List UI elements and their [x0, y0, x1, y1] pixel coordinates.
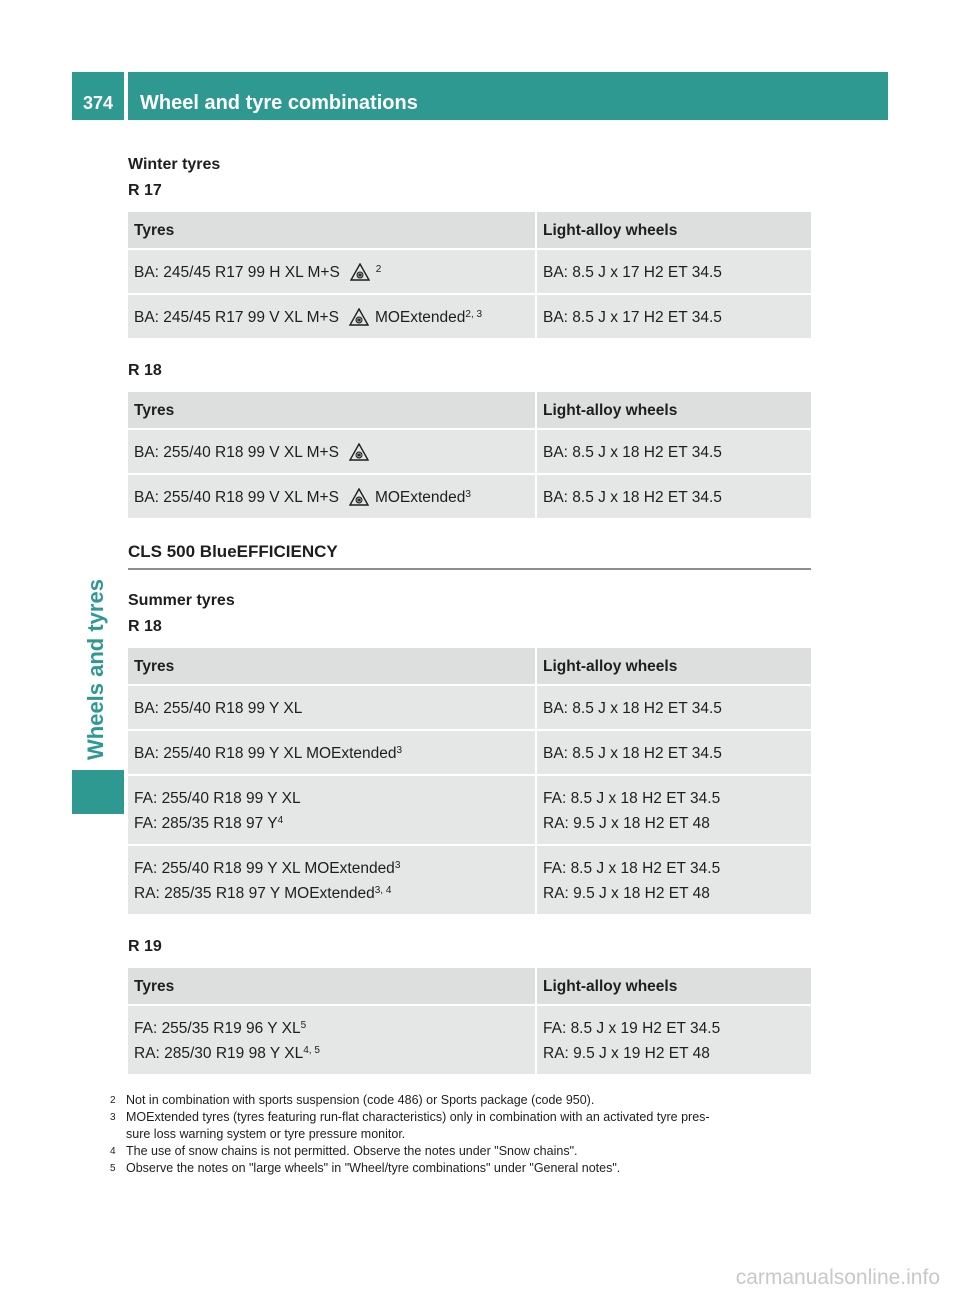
main-content	[128, 152, 811, 1076]
footnote-ref: 4, 5	[303, 1045, 320, 1056]
table-header-row	[128, 392, 811, 428]
table-header-row	[128, 968, 811, 1004]
table-row	[128, 475, 811, 518]
wheel-cell: BA: 8.5 J x 17 H2 ET 34.5	[537, 295, 811, 338]
winter-heading: Winter tyres	[128, 156, 221, 173]
footnote-ref: 2, 3	[465, 309, 483, 320]
table-row	[128, 430, 811, 473]
table-row	[128, 250, 811, 293]
col-tyres: Tyres	[128, 648, 537, 684]
tyre-text: BA: 255/40 R18 99 Y XL MOExtended	[134, 745, 397, 762]
wheel-cell	[537, 776, 811, 844]
tyre-text: RA: 285/35 R18 97 Y MOExtended	[134, 885, 375, 902]
table-header-row	[128, 212, 811, 248]
footnote-number: 2	[110, 1095, 116, 1106]
winter-r17-label: R 17	[128, 182, 162, 199]
col-wheels: Light-alloy wheels	[537, 648, 811, 684]
table-row	[128, 846, 811, 914]
summer-r18-label: R 18	[128, 618, 162, 635]
footnote-ref: 3	[396, 745, 403, 756]
wheel-cell: BA: 8.5 J x 18 H2 ET 34.5	[537, 475, 811, 518]
col-tyres: Tyres	[128, 968, 537, 1004]
tyre-cell	[128, 731, 537, 774]
side-tab-label: Wheels and tyres	[83, 579, 108, 760]
wheel-cell: BA: 8.5 J x 17 H2 ET 34.5	[537, 250, 811, 293]
col-tyres: Tyres	[128, 212, 537, 248]
footnote-number: 5	[110, 1163, 116, 1174]
page-number: 374	[72, 72, 124, 120]
summer-r18-table	[128, 646, 811, 916]
snowflake-mountain-icon	[350, 263, 370, 281]
tyre-text: BA: 245/45 R17 99 V XL M+S	[134, 309, 339, 326]
wheel-cell: BA: 8.5 J x 18 H2 ET 34.5	[537, 430, 811, 473]
tyre-cell	[128, 295, 537, 338]
wheel-line: RA: 9.5 J x 19 H2 ET 48	[543, 1045, 710, 1062]
watermark: carmanualsonline.info	[735, 1266, 940, 1289]
tyre-cell	[128, 1006, 537, 1074]
winter-r17-table	[128, 210, 811, 340]
footnote-ref: 5	[300, 1020, 307, 1031]
tyre-cell	[128, 250, 537, 293]
footnote-line: sure loss warning system or tyre pressure monitor.	[126, 1127, 406, 1141]
tyre-text: FA: 255/35 R19 96 Y XL	[134, 1020, 301, 1037]
tyre-line	[134, 1016, 529, 1041]
table-row	[128, 731, 811, 774]
wheel-cell: BA: 8.5 J x 18 H2 ET 34.5	[537, 686, 811, 729]
table-row	[128, 1006, 811, 1074]
wheel-line: RA: 9.5 J x 18 H2 ET 48	[543, 815, 710, 832]
footnote-number: 3	[110, 1112, 116, 1123]
wheel-cell	[537, 846, 811, 914]
summer-r19-table	[128, 966, 811, 1076]
footnote-ref: 3	[394, 860, 401, 871]
footnote-text: Observe the notes on "large wheels" in "Wheel/tyre combinations" under "General notes".	[126, 1161, 621, 1175]
table-header-row	[128, 648, 811, 684]
snowflake-mountain-icon	[349, 488, 369, 506]
footnote-text: Not in combination with sports suspension (code 486) or Sports package (code 950).	[126, 1093, 595, 1107]
tyre-text: FA: 285/35 R18 97 Y	[134, 815, 278, 832]
tyre-text: FA: 255/40 R18 99 Y XL MOExtended	[134, 860, 395, 877]
winter-r18-label: R 18	[128, 362, 162, 379]
tyre-cell	[128, 776, 537, 844]
footnotes	[110, 1092, 810, 1177]
tyre-line	[134, 1041, 529, 1066]
wheel-line: FA: 8.5 J x 18 H2 ET 34.5	[543, 860, 721, 877]
col-wheels: Light-alloy wheels	[537, 212, 811, 248]
snowflake-mountain-icon	[349, 443, 369, 461]
page-title: Wheel and tyre combinations	[128, 72, 888, 120]
tyre-text: BA: 255/40 R18 99 Y XL	[134, 700, 303, 717]
tyre-suffix: MOExtended	[374, 489, 466, 506]
tyre-line	[134, 881, 529, 906]
footnote-line: MOExtended tyres (tyres featuring run-flat characteristics) only in combination with an activated tyre pres-	[126, 1110, 710, 1124]
table-row	[128, 776, 811, 844]
footnote-ref: 4	[277, 815, 284, 826]
wheel-line: FA: 8.5 J x 18 H2 ET 34.5	[543, 790, 721, 807]
summer-heading: Summer tyres	[128, 592, 235, 609]
col-tyres: Tyres	[128, 392, 537, 428]
tyre-cell	[128, 686, 537, 729]
tyre-text: BA: 245/45 R17 99 H XL M+S	[134, 264, 340, 281]
tyre-line	[134, 856, 529, 881]
wheel-cell	[537, 1006, 811, 1074]
col-wheels: Light-alloy wheels	[537, 392, 811, 428]
footnote-text	[126, 1109, 710, 1143]
wheel-line: FA: 8.5 J x 19 H2 ET 34.5	[543, 1020, 721, 1037]
footnote	[110, 1160, 810, 1177]
model-heading: CLS 500 BlueEFFICIENCY	[128, 542, 811, 570]
winter-r18-table	[128, 390, 811, 520]
tyre-text: RA: 285/30 R19 98 Y XL	[134, 1045, 304, 1062]
col-wheels: Light-alloy wheels	[537, 968, 811, 1004]
summer-r19-label: R 19	[128, 938, 162, 955]
footnote	[110, 1109, 810, 1143]
footnote-ref: 3, 4	[374, 885, 392, 896]
footnote	[110, 1092, 810, 1109]
tyre-text: BA: 255/40 R18 99 V XL M+S	[134, 489, 339, 506]
footnote	[110, 1143, 810, 1160]
footnote-ref: 2	[375, 264, 382, 275]
table-row	[128, 295, 811, 338]
tyre-text: BA: 255/40 R18 99 V XL M+S	[134, 444, 339, 461]
footnote-ref: 3	[465, 489, 471, 500]
wheel-line: RA: 9.5 J x 18 H2 ET 48	[543, 885, 710, 902]
footnote-number: 4	[110, 1146, 116, 1157]
tyre-line	[134, 811, 529, 836]
tyre-cell	[128, 430, 537, 473]
tyre-suffix: MOExtended	[374, 309, 466, 326]
table-row	[128, 686, 811, 729]
footnote-text: The use of snow chains is not permitted. Observe the notes under "Snow chains".	[126, 1144, 578, 1158]
tyre-cell	[128, 475, 537, 518]
wheel-cell: BA: 8.5 J x 18 H2 ET 34.5	[537, 731, 811, 774]
tyre-text: FA: 255/40 R18 99 Y XL	[134, 790, 301, 807]
tyre-cell	[128, 846, 537, 914]
side-tab-marker	[72, 770, 124, 814]
tyre-line	[134, 786, 529, 811]
snowflake-mountain-icon	[349, 308, 369, 326]
